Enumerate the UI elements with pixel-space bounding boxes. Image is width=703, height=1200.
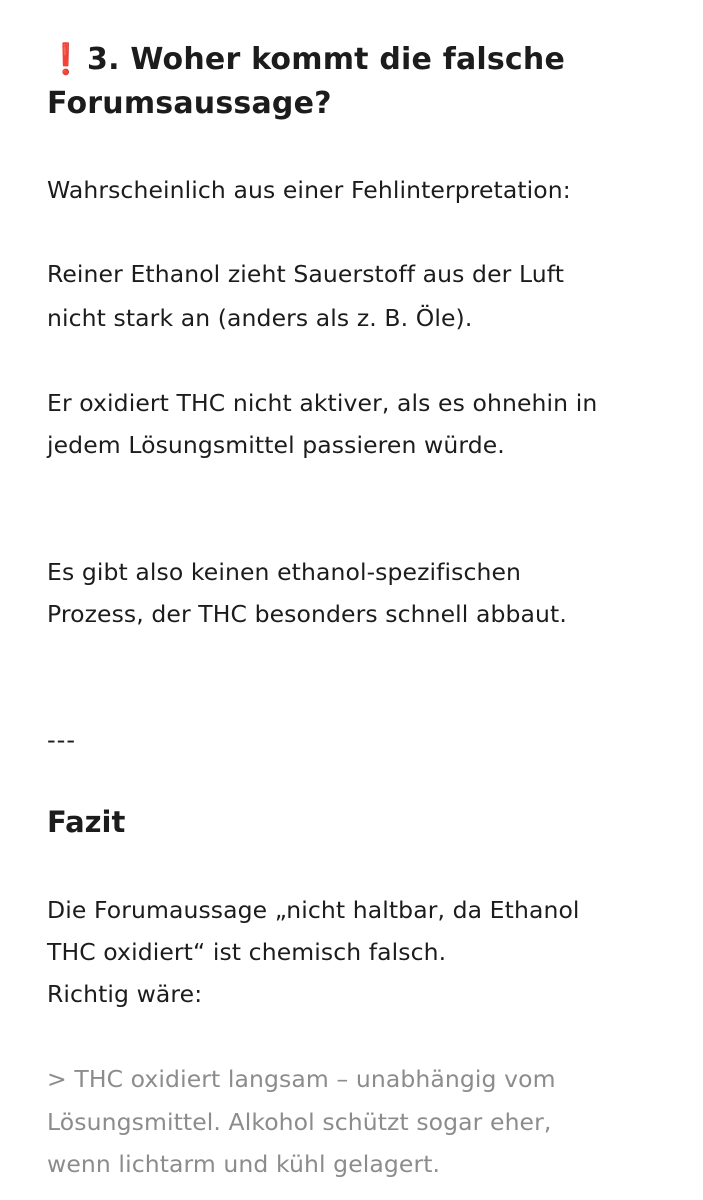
blockquote-line1: > THC oxidiert langsam – unabhängig vom (47, 1065, 556, 1093)
conclusion-line1: Die Forumaussage „nicht haltbar, da Ethanol (47, 896, 580, 924)
section-heading-line2: Forumsaussage? (47, 86, 332, 121)
conclusion-line3: Richtig wäre: (47, 980, 203, 1008)
paragraph-intro: Wahrscheinlich aus einer Fehlinterpretation: (47, 176, 571, 204)
conclusion-heading: Fazit (47, 805, 126, 839)
section-heading (47, 42, 565, 77)
blockquote-line2: Lösungsmittel. Alkohol schützt sogar eher, (47, 1108, 552, 1136)
paragraph-oxidation-line2: jedem Lösungsmittel passieren würde. (47, 431, 505, 459)
exclamation-icon: ❗ (47, 42, 85, 77)
paragraph-ethanol-line1: Reiner Ethanol zieht Sauerstoff aus der Luft (47, 260, 565, 288)
paragraph-oxidation-line1: Er oxidiert THC nicht aktiver, als es ohnehin in (47, 389, 598, 417)
horizontal-rule: --- (47, 726, 76, 754)
section-heading-line1: 3. Woher kommt die falsche (87, 42, 566, 77)
blockquote-line3: wenn lichtarm und kühl gelagert. (47, 1150, 441, 1178)
paragraph-process-line2: Prozess, der THC besonders schnell abbaut. (47, 600, 567, 628)
conclusion-line2: THC oxidiert“ ist chemisch falsch. (47, 938, 447, 966)
paragraph-process-line1: Es gibt also keinen ethanol-spezifischen (47, 558, 522, 586)
paragraph-ethanol-line2: nicht stark an (anders als z. B. Öle). (47, 304, 473, 332)
